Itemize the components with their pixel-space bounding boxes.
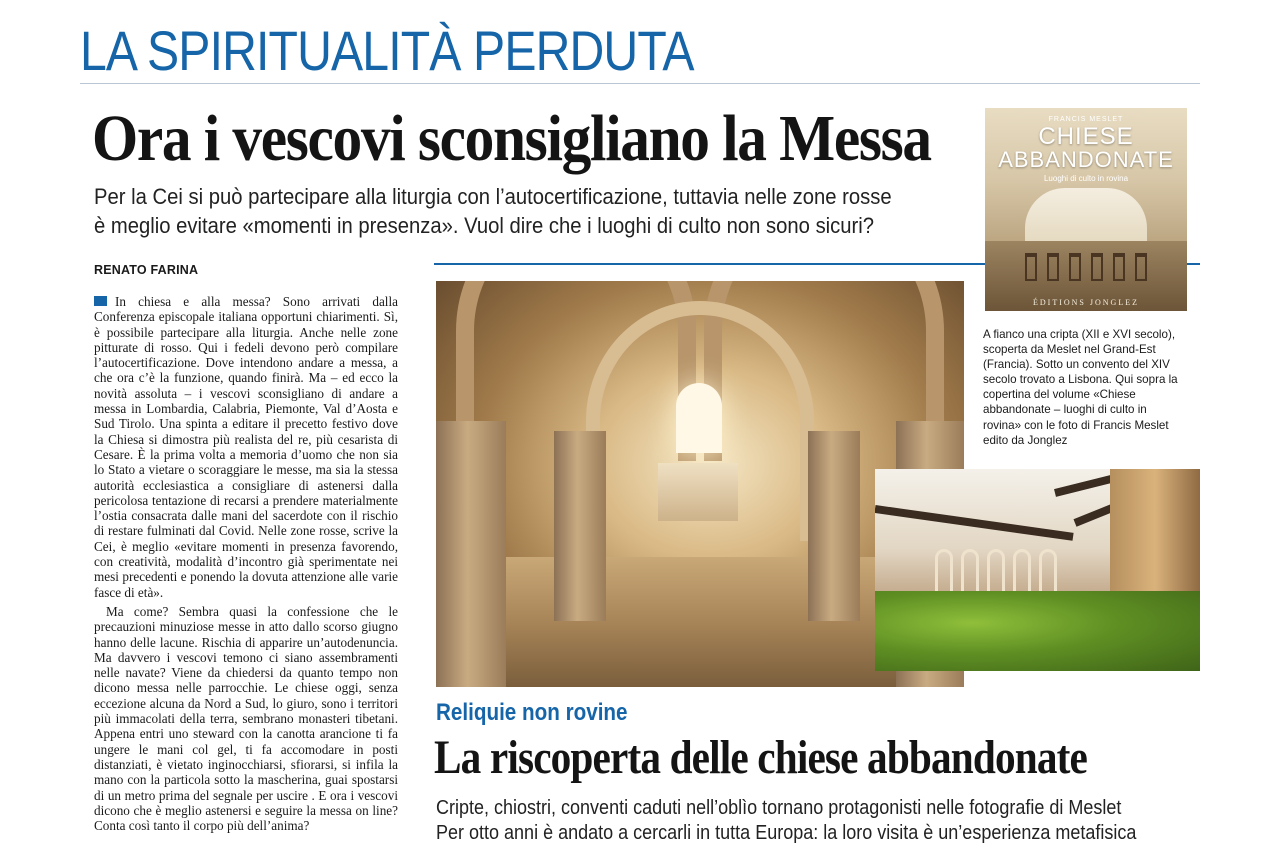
caption-line: (Francia). Sotto un convento del XIV <box>983 358 1170 372</box>
caption-line: rovina» con le foto di Francis Meslet <box>983 418 1169 432</box>
caption-line: secolo trovato a Lisbona. Qui sopra la <box>983 373 1178 387</box>
cover-title-line1: CHIESE <box>1038 123 1134 150</box>
caption-line: copertina del volume «Chiese <box>983 388 1136 402</box>
beam-shape <box>875 505 1074 541</box>
caption-line: scoperta da Meslet nel Grand-Est <box>983 343 1156 357</box>
caption-line: A fianco una cripta (XII e XVI secolo), <box>983 328 1176 341</box>
standfirst-line: Per la Cei si può partecipare alla liturgia con l’autocertificazione, tuttavia nelle zone rosse <box>94 184 892 209</box>
body-paragraph: Ma come? Sembra quasi la confessione che le precauzioni minuziose messe in atto dallo scorso giugno hanno delle lacune. Rischia di apparire un’autodenuncia. Ma davvero i vescovi temono ci siano assembramenti nelle navate? Viene da chiedersi da quanto tempo non dicono messa nelle parrocchie. Le chiese oggi, senza eccezione alcuna da Nord a Sud, lo giuro, sono i territori più immacolati della terra, sembrano monasteri tibetani. Appena entri uno steward con la canotta arancione ti fa ungere le mani col gel, ti fa accomodare in posti distanziati, è vietato inginocchiarsi, sfiorarsi, si infila la mano con la particola sotto la mascherina, guai spostarsi di un metro prima del segnale per uscire . E ora i vescovi dicono che è meglio astenersi e seguire la messa on line? Conta così tanto il corpo più dell’anima? <box>94 603 398 834</box>
chair-shape <box>1025 253 1037 281</box>
cover-title-line2: ABBANDONATE <box>998 147 1174 172</box>
altar-shape <box>658 463 738 521</box>
chair-shape <box>1091 253 1103 281</box>
second-headline: La riscoperta delle chiese abbandonate <box>434 731 1087 784</box>
cover-publisher: ÉDITIONS JONGLEZ <box>1033 298 1139 307</box>
pillar-shape <box>554 431 606 621</box>
second-kicker: Reliquie non rovine <box>436 699 628 726</box>
section-title: LA SPIRITUALITÀ PERDUTA <box>80 19 694 82</box>
standfirst-line: è meglio evitare «momenti in presenza». Vuol dire che i luoghi di culto non sono sicuri? <box>94 213 875 238</box>
byline: RENATO FARINA <box>94 263 199 277</box>
body-paragraph <box>94 294 398 600</box>
cover-subtitle: Luoghi di culto in rovina <box>1043 174 1129 183</box>
main-headline: Ora i vescovi sconsigliano la Messa <box>92 102 931 175</box>
chair-shape <box>1113 253 1125 281</box>
caption-line: edito da Jonglez <box>983 433 1068 447</box>
chair-shape <box>1047 253 1059 281</box>
caption-line: abbandonate – luoghi di culto in <box>983 403 1147 417</box>
standfirst-line: Per otto anni è andato a cercarli in tutta Europa: la loro visita è un’esperienza metafisica <box>436 822 1137 844</box>
grass-shape <box>875 591 1200 671</box>
chair-shape <box>1135 253 1147 281</box>
paragraph-marker-icon <box>94 296 107 306</box>
photo-caption <box>983 327 1198 448</box>
cover-author: FRANCIS MESLET <box>1048 116 1124 123</box>
body-paragraph-text: In chiesa e alla messa? Sono arrivati dalla Conferenza episcopale italiana opportuni chiarimenti. Sì, è possibile partecipare alla liturgia. Anche nelle zone pitturate di rosso. Qui i fedeli devono però compilare l’autocertificazione. Dove intendono andare a messa, a che ora c’è la funzione, quando finirà. Ma – ed ecco la novità assoluta – i vescovi sconsigliano di andare a messa in Lombardia, Calabria, Piemonte, Val d’Aosta e Sud Tirolo. Una spinta a editare il precetto festivo dove la Chiesa si dimostra più realista del re, più cesarista di Cesare. È la prima volta a memoria d’uomo che non sia lo Stato a vietare o scoraggiare le messe, ma sia la stessa autorità ecclesiastica a consigliare di astenersi dalla pericolosa tentazione di recarsi a prendere materialmente l’ostia consacrata dalle mani del sacerdote con il rischio di restare fulminati dal Covid. Nelle zone rosse, scrive la Cei, è meglio «evitare momenti in presenza favorendo, con creatività, modalità d’incontro già sperimentate nei mesi precedenti e ponendo la dovuta attenzione alle varie fasce di età». <box>94 294 398 600</box>
window-glow-shape <box>676 383 722 453</box>
article-body <box>94 294 398 854</box>
top-divider <box>80 83 1200 84</box>
standfirst-line: Cripte, chiostri, conventi caduti nell’oblìo tornano protagonisti nelle fotografie di Meslet <box>436 797 1122 819</box>
chair-shape <box>1069 253 1081 281</box>
main-standfirst <box>94 182 977 240</box>
book-cover-image <box>985 108 1187 311</box>
cloister-photo <box>875 469 1200 671</box>
pillar-shape <box>436 421 506 687</box>
pillar-shape <box>808 431 860 621</box>
second-standfirst <box>436 796 1137 846</box>
